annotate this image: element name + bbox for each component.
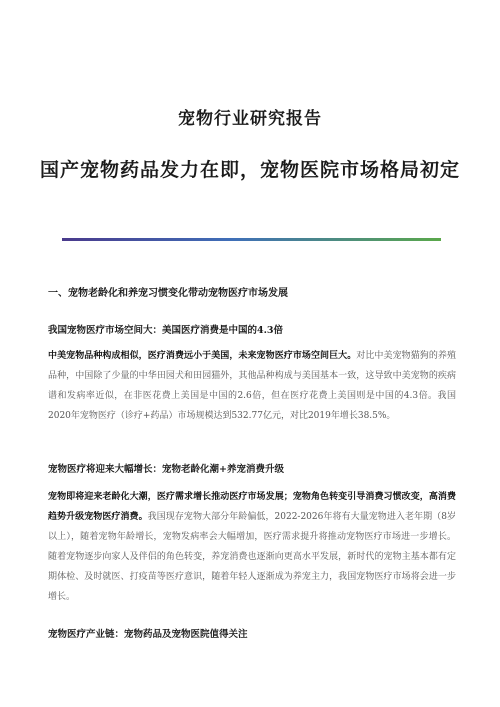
paragraph-body: 我国现存宠物大部分年龄偏低，2022-2026年将有大量宠物进入老年期（8岁以上），随着宠物年龄增长，宠物发病率会大幅增加，医疗需求提升将推动宠物医疗市场进一步增长。随着宠物逐步向家人及伴侣的角色转变，养宠消费也逐渐向更高水平发展，新时代的宠物主基本都有定期体检、及时就医、打疫苗等医疗意识，随着年轻人逐渐成为养宠主力，我国宠物医疗市场将会进一步增长。 xyxy=(48,512,456,602)
paragraph-market-space xyxy=(48,346,456,426)
paragraph-body: 对比中美宠物猫狗的养殖品种，中国除了少量的中华田园犬和田园猫外，其他品种构成与美国基本一致，这导致中美宠物的疾病谱和发病率近似，在非医花费上美国是中国的2.6倍，但在医疗花费上美国则是中国的4.3倍。我国2020年宠物医疗（诊疗+药品）市场规模达到532.77亿元，对比2019年增长38.5%。 xyxy=(48,351,456,421)
paragraph-growth xyxy=(48,487,456,607)
sub-heading-market-space: 我国宠物医疗市场空间大：美国医疗消费是中国的4.3倍 xyxy=(48,325,284,336)
report-title: 宠物行业研究报告 xyxy=(178,109,322,129)
section-heading-1: 一、宠物老龄化和养宠习惯变化带动宠物医疗市场发展 xyxy=(48,288,288,299)
paragraph-lead: 宠物即将迎来老龄化大潮，医疗需求增长推动医疗市场发展；宠物角色转变引导消费习惯改变，高消费趋势升级宠物医疗消费。 xyxy=(48,492,456,522)
report-subtitle: 国产宠物药品发力在即，宠物医院市场格局初定 xyxy=(40,159,461,181)
paragraph-lead: 中美宠物品种构成相似，医疗消费远小于美国，未来宠物医疗市场空间巨大。 xyxy=(48,351,357,361)
sub-heading-growth: 宠物医疗将迎来大幅增长：宠物老龄化潮+养宠消费升级 xyxy=(48,464,284,475)
sub-heading-industry-chain: 宠物医疗产业链：宠物药品及宠物医院值得关注 xyxy=(48,629,248,640)
gradient-divider xyxy=(62,238,441,241)
